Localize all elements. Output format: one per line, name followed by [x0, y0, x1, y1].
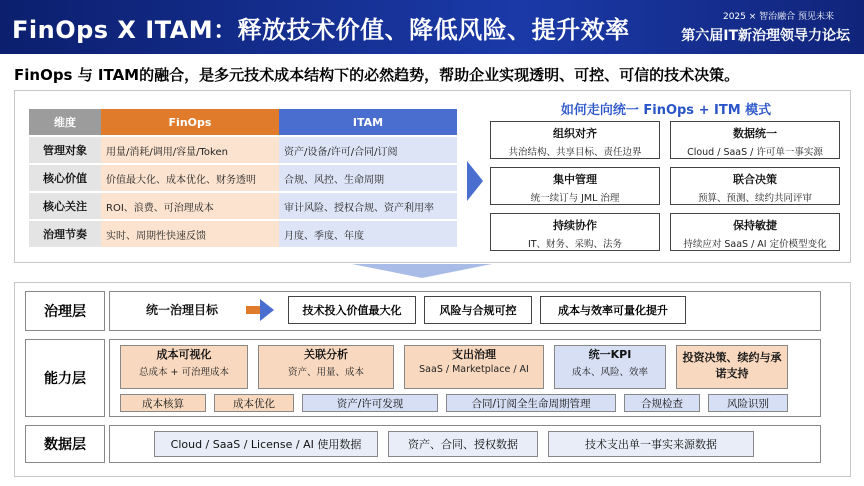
- table-row: [29, 193, 457, 219]
- capability-desc: SaaS / Marketplace / AI: [419, 364, 529, 375]
- capability-title: 投资决策、续约与承诺支持: [682, 351, 782, 380]
- arrow-right-icon: [246, 299, 276, 321]
- model-cell-title: 持续协作: [553, 219, 597, 232]
- model-cell-desc: IT、财务、采购、法务: [527, 239, 623, 250]
- unified-model-grid: [490, 121, 840, 251]
- capability-sub-item: 合规检查: [624, 394, 700, 412]
- capability-title: 成本可视化: [156, 348, 212, 361]
- capability-sub-item: 合同/订阅全生命周期管理: [446, 394, 616, 412]
- governance-layer-label: 治理层: [25, 291, 105, 331]
- model-cell-desc: 持续应对 SaaS / AI 定价模型变化: [683, 239, 827, 250]
- row-finops-cell: 用量/消耗/调用/容量/Token: [101, 137, 279, 163]
- column-header-finops: FinOps: [101, 109, 279, 135]
- row-dimension: 核心关注: [29, 193, 101, 219]
- capability-layer: [109, 339, 821, 417]
- model-cell: [670, 213, 840, 251]
- row-dimension: 管理对象: [29, 137, 101, 163]
- capability-item: [676, 345, 788, 389]
- model-cell-title: 联合决策: [733, 173, 777, 186]
- table-row: [29, 137, 457, 163]
- capability-layer-label: 能力层: [25, 339, 105, 417]
- governance-goal-item: 成本与效率可量化提升: [540, 296, 686, 324]
- model-cell: [490, 167, 660, 205]
- table-header-row: [29, 109, 457, 135]
- row-itam-cell: 合规、风控、生命周期: [279, 165, 457, 191]
- capability-desc: 资产、用量、成本: [287, 367, 364, 378]
- model-cell: [670, 121, 840, 159]
- event-tagline: 2025 × 智治融合 预见未来: [722, 12, 834, 22]
- capability-item: [404, 345, 544, 389]
- capability-sub-item: 成本优化: [214, 394, 294, 412]
- model-cell-desc: 共治结构、共享目标、责任边界: [508, 147, 642, 158]
- unified-model-title: 如何走向统一 FinOps + ITM 模式: [560, 103, 772, 118]
- model-cell-title: 数据统一: [733, 127, 777, 140]
- model-cell: [670, 167, 840, 205]
- column-header-itam: ITAM: [279, 109, 457, 135]
- governance-goal-item: 风险与合规可控: [424, 296, 532, 324]
- row-finops-cell: ROI、浪费、可治理成本: [101, 193, 279, 219]
- model-cell-desc: 统一续订与 JML 治理: [530, 193, 620, 204]
- governance-goal: 统一治理目标: [146, 303, 219, 317]
- page-subtitle: FinOps 与 ITAM的融合，是多元技术成本结构下的必然趋势，帮助企业实现透明、可控、可信的技术决策。: [14, 66, 740, 84]
- model-cell-desc: 预算、预测、续约共同评审: [697, 193, 812, 204]
- chevron-down-icon: [352, 264, 492, 278]
- page-title: FinOps X ITAM：释放技术价值、降低风险、提升效率: [12, 16, 630, 44]
- comparison-table: [29, 107, 457, 249]
- governance-layer: [109, 291, 821, 331]
- model-cell-title: 组织对齐: [553, 127, 597, 140]
- table-row: [29, 221, 457, 247]
- capability-sub-item: 成本核算: [120, 394, 206, 412]
- header-banner: [0, 0, 864, 54]
- capability-sub-item: 风险识别: [708, 394, 788, 412]
- data-source-item: 资产、合同、授权数据: [388, 431, 538, 457]
- row-itam-cell: 月度、季度、年度: [279, 221, 457, 247]
- comparison-panel: [14, 90, 851, 263]
- data-source-item: Cloud / SaaS / License / AI 使用数据: [154, 431, 378, 457]
- capability-item: [120, 345, 248, 389]
- model-cell-desc: Cloud / SaaS / 许可单一事实源: [687, 147, 823, 158]
- table-row: [29, 165, 457, 191]
- capability-title: 支出治理: [452, 348, 496, 361]
- capability-desc: 成本、风险、效率: [571, 367, 648, 378]
- capability-sub-item: 资产/许可发现: [302, 394, 438, 412]
- model-cell-title: 保持敏捷: [733, 219, 777, 232]
- model-cell-title: 集中管理: [553, 173, 597, 186]
- row-itam-cell: 审计风险、授权合规、资产利用率: [279, 193, 457, 219]
- data-layer-label: 数据层: [25, 425, 105, 463]
- row-finops-cell: 价值最大化、成本优化、财务透明: [101, 165, 279, 191]
- capability-item: [258, 345, 394, 389]
- capability-title: 统一KPI: [588, 348, 632, 361]
- capability-item: [554, 345, 666, 389]
- row-dimension: 治理节奏: [29, 221, 101, 247]
- data-layer: [109, 425, 821, 463]
- model-cell: [490, 213, 660, 251]
- capability-desc: 总成本 + 可治理成本: [139, 367, 229, 378]
- model-cell: [490, 121, 660, 159]
- event-name: 第六届IT新治理领导力论坛: [681, 28, 850, 44]
- architecture-panel: [14, 282, 851, 477]
- row-itam-cell: 资产/设备/许可/合同/订阅: [279, 137, 457, 163]
- arrow-right-icon: [467, 161, 483, 201]
- data-source-item: 技术支出单一事实来源数据: [548, 431, 754, 457]
- column-header-dimension: 维度: [29, 109, 101, 135]
- capability-title: 关联分析: [304, 348, 348, 361]
- row-finops-cell: 实时、周期性快速反馈: [101, 221, 279, 247]
- governance-goal-item: 技术投入价值最大化: [288, 296, 416, 324]
- row-dimension: 核心价值: [29, 165, 101, 191]
